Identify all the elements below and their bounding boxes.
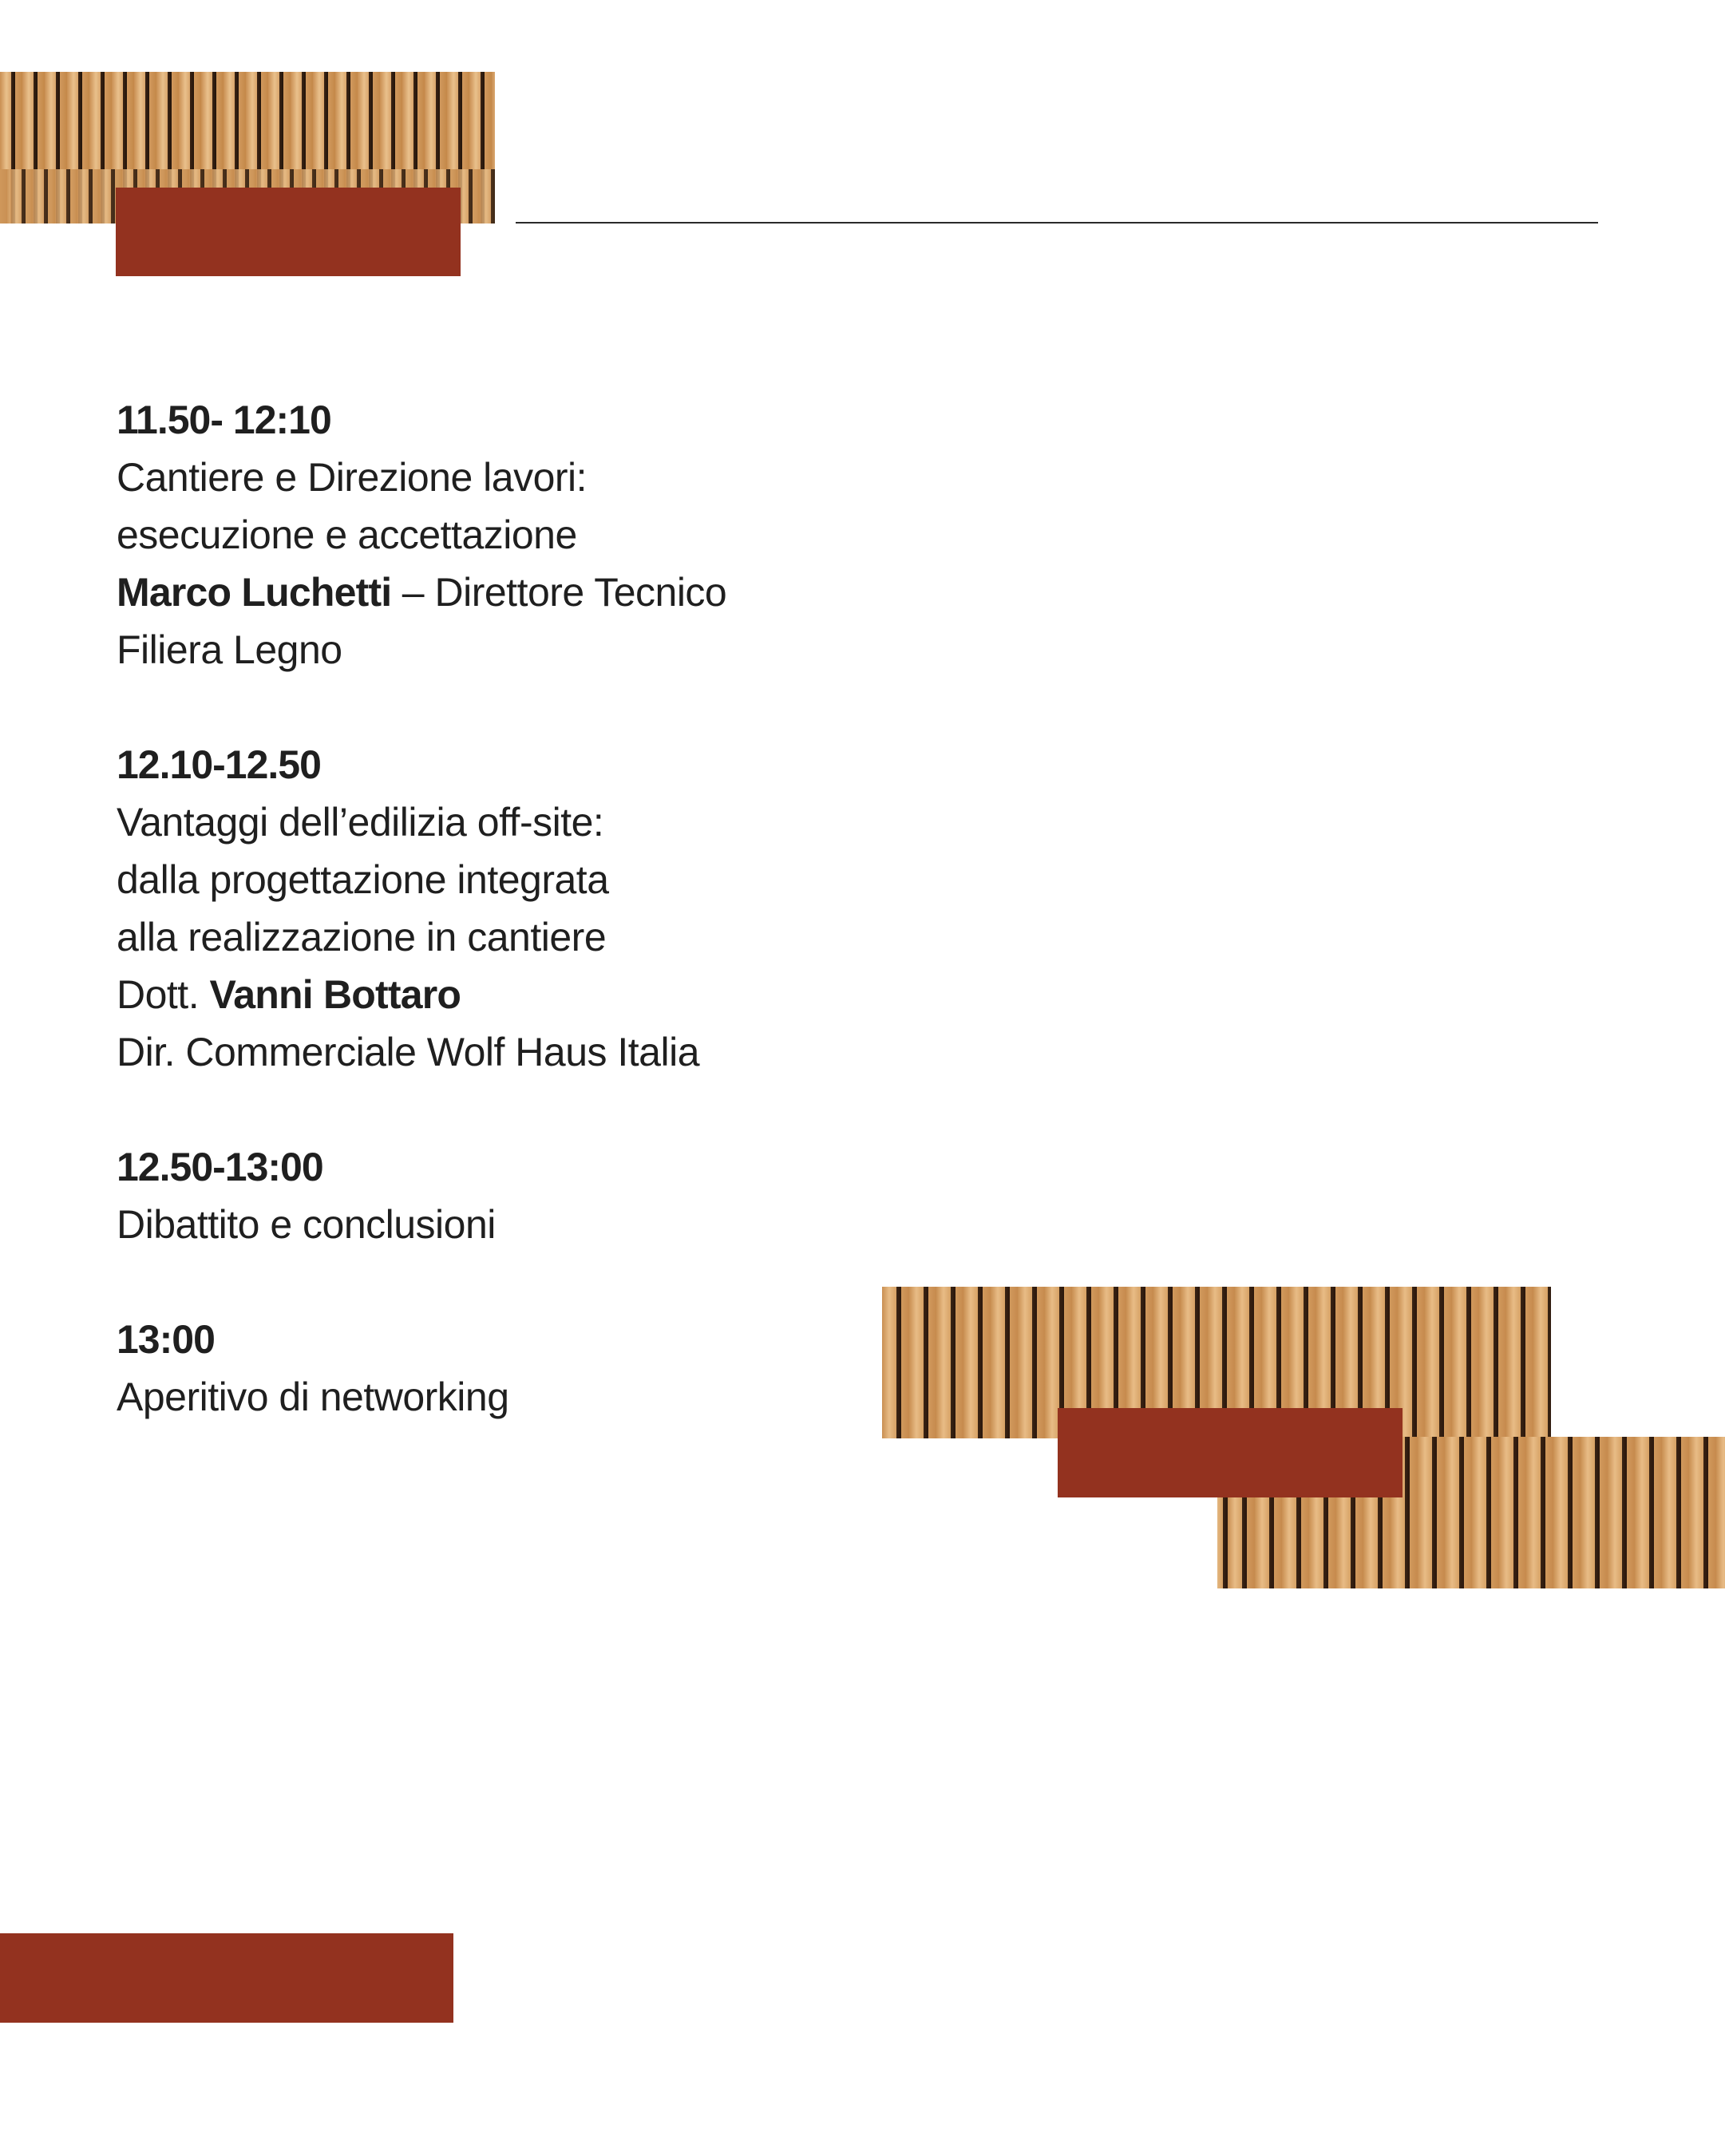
entry-title-line: alla realizzazione in cantiere [117, 915, 607, 959]
program-entry-3 [117, 1138, 915, 1253]
top-red-block [116, 188, 461, 276]
entry-title-line: Dibattito e conclusioni [117, 1202, 496, 1247]
speaker-prefix: Dott. [117, 972, 210, 1017]
entry-title-line: Vantaggi dell’edilizia off-site: [117, 800, 604, 845]
program-entry-2 [117, 736, 915, 1081]
speaker-name: Vanni Bottaro [209, 972, 461, 1017]
entry-title-line: dalla progettazione integrata [117, 857, 609, 902]
entry-speaker [117, 966, 915, 1023]
header-divider-line [516, 222, 1598, 224]
bottom-red-block [0, 1933, 453, 2023]
speaker-role: – Direttore Tecnico [391, 570, 727, 615]
entry-time: 12.50-13:00 [117, 1145, 323, 1189]
entry-speaker [117, 564, 915, 621]
entry-affiliation: Filiera Legno [117, 627, 342, 672]
entry-title-line: esecuzione e accettazione [117, 512, 577, 557]
entry-time: 11.50- 12:10 [117, 398, 331, 442]
entry-time: 12.10-12.50 [117, 742, 321, 787]
program-schedule [117, 391, 915, 1483]
entry-time: 13:00 [117, 1317, 215, 1362]
entry-title-line: Aperitivo di networking [117, 1375, 509, 1419]
program-entry-4 [117, 1311, 915, 1426]
entry-title-line: Cantiere e Direzione lavori: [117, 455, 588, 500]
speaker-name: Marco Luchetti [117, 570, 392, 615]
program-entry-1 [117, 391, 915, 678]
entry-affiliation: Dir. Commerciale Wolf Haus Italia [117, 1030, 700, 1074]
mid-red-block [1058, 1408, 1403, 1497]
